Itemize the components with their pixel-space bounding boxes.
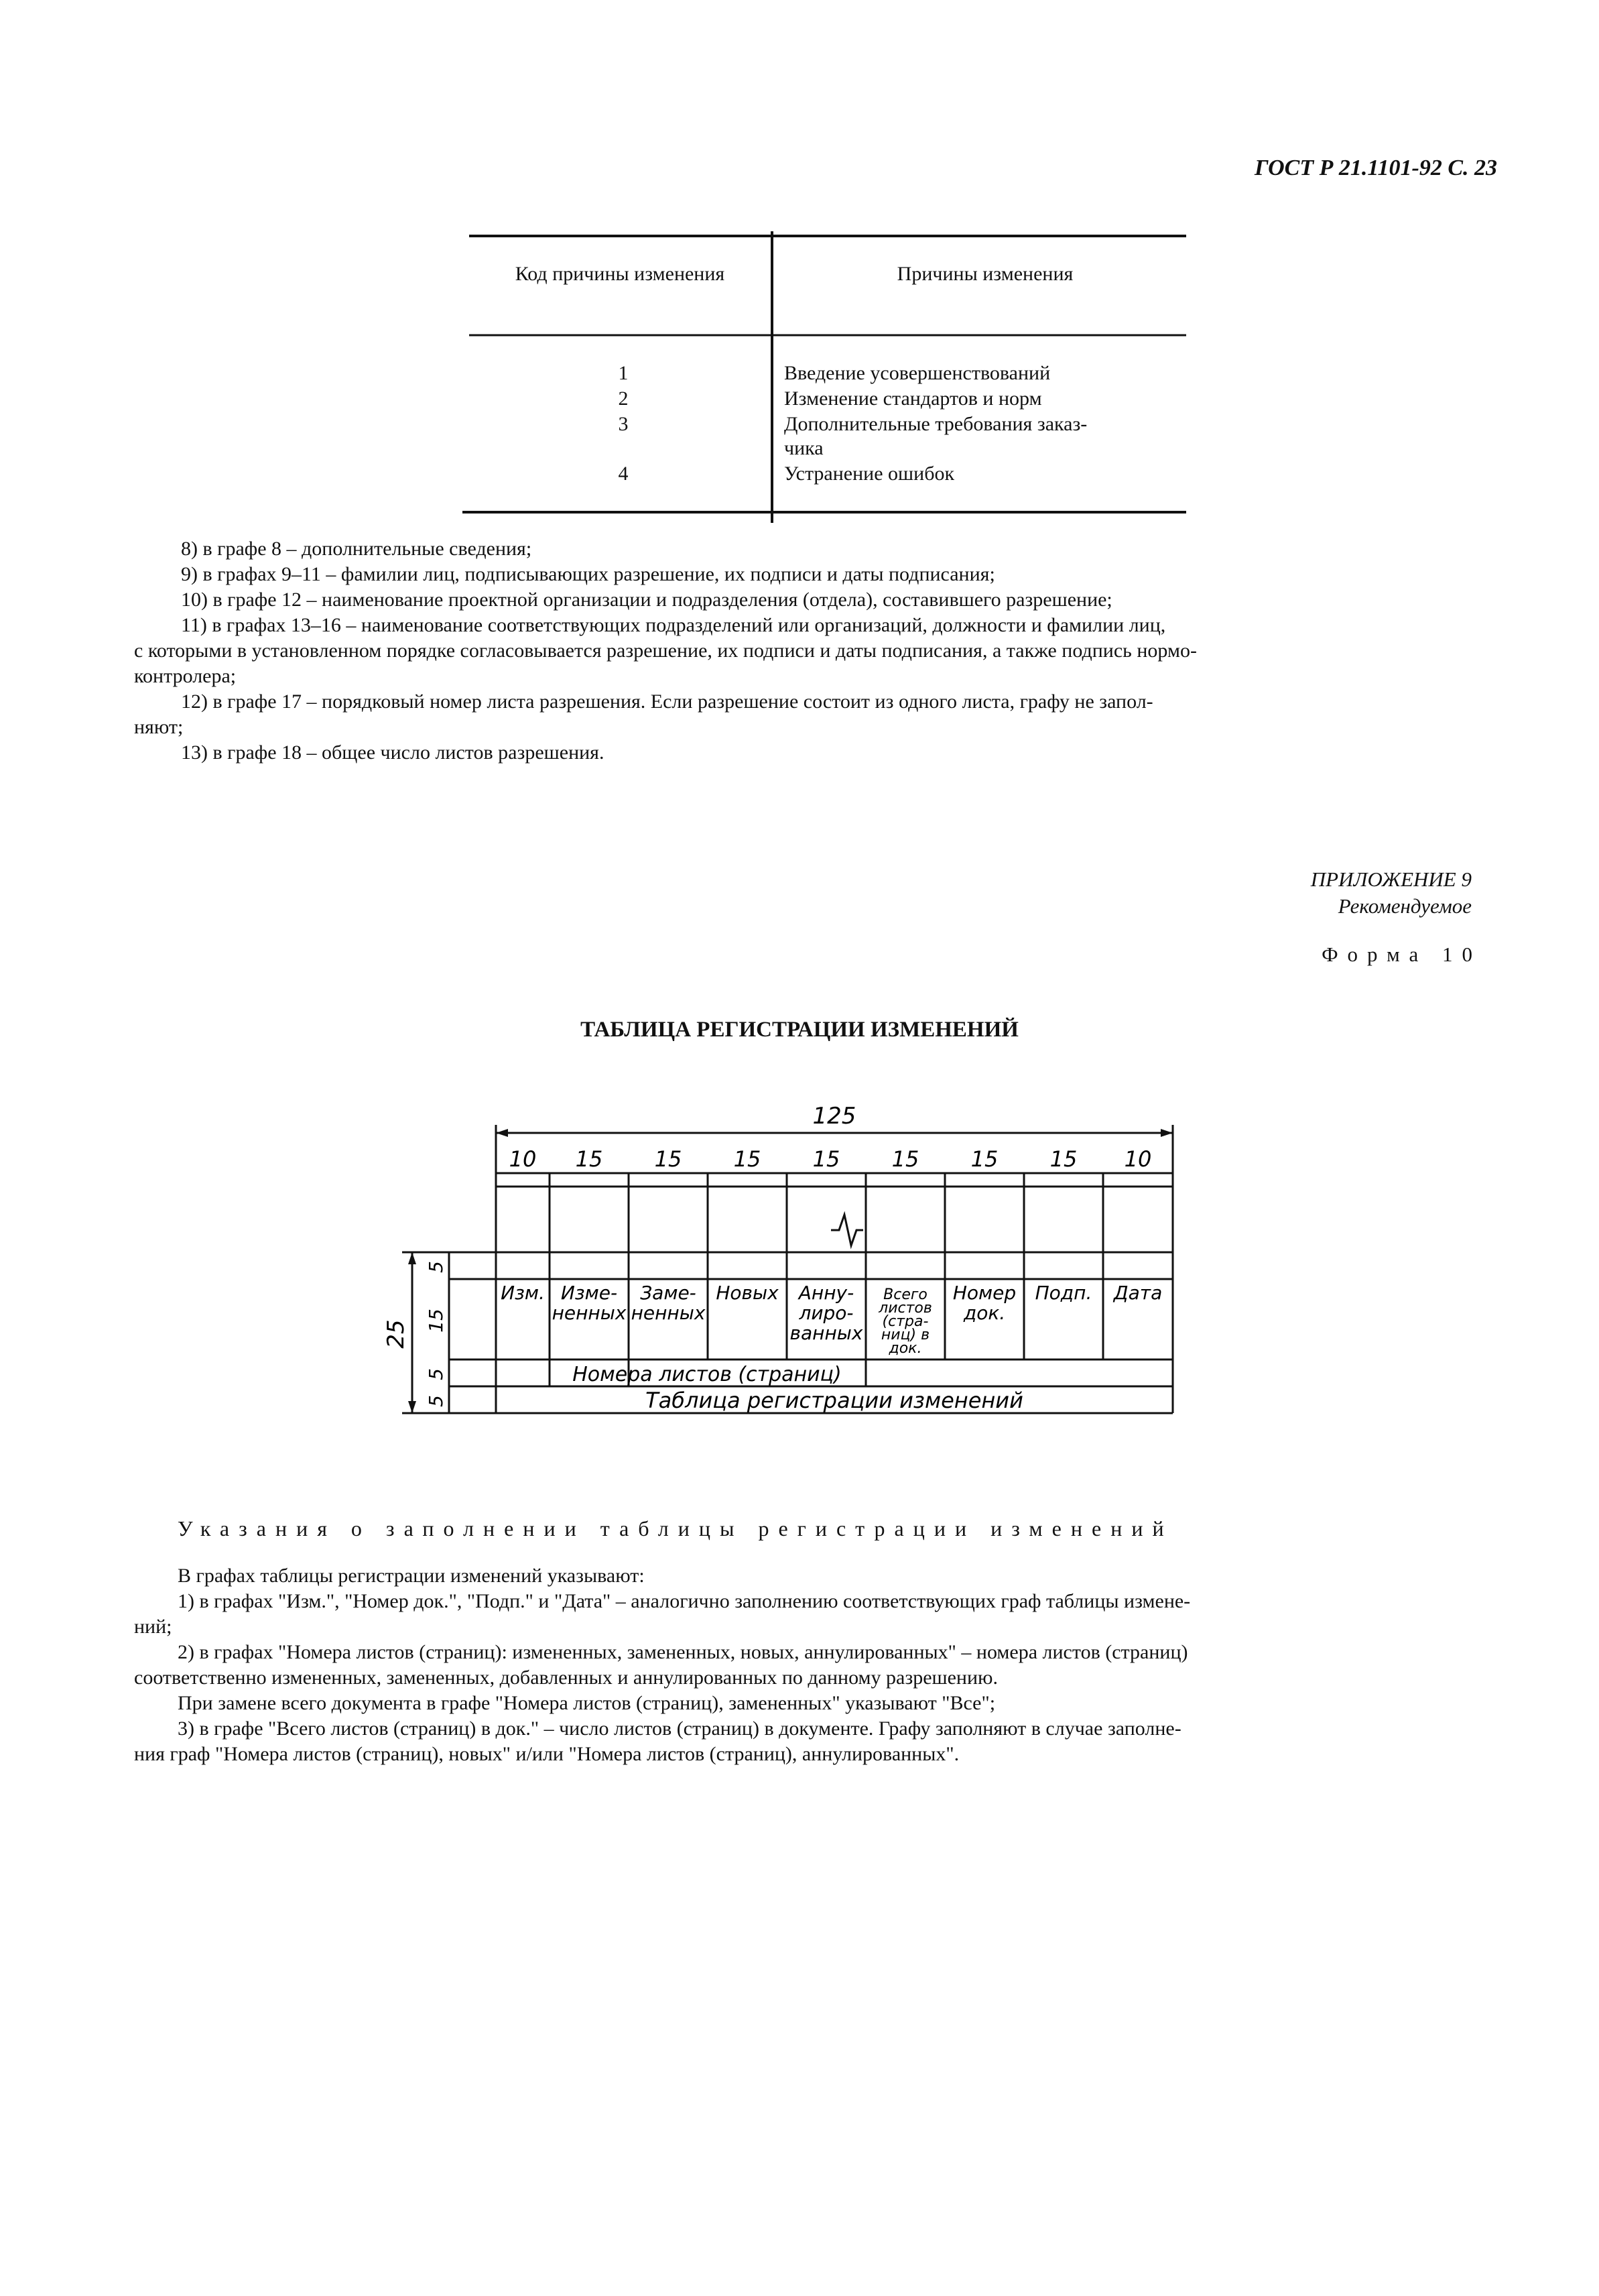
column-header-label: док. — [963, 1302, 1006, 1324]
item-12-line1: 12) в графе 17 – порядковый номер листа разрешения. Если разрешение состоит из одного листа, графу не запол- — [181, 690, 1153, 713]
column-width-label: 15 — [654, 1146, 682, 1172]
reason-2: Изменение стандартов и норм — [784, 387, 1042, 410]
page-header: ГОСТ Р 21.1101-92 С. 23 — [1255, 156, 1497, 180]
instr-line-2: 1) в графах "Изм.", "Номер док.", "Подп." и "Дата" – аналогично заполнению соответствующих граф таблицы измене- — [178, 1590, 1191, 1612]
item-11-line1: 11) в графах 13–16 – наименование соответствующих подразделений или организаций, должности и фамилии лиц, — [181, 614, 1166, 636]
column-header-label: (стра- — [882, 1313, 929, 1330]
column-header-label: Изм. — [501, 1282, 545, 1304]
column-header-label: ванных — [789, 1322, 863, 1344]
column-header-label: Новых — [716, 1282, 779, 1304]
column-header-labels — [501, 1282, 1162, 1357]
registration-table-drawing — [383, 1099, 1193, 1475]
column-width-label: 10 — [509, 1146, 537, 1172]
column-width-label: 15 — [733, 1146, 761, 1172]
bottom-label: Таблица регистрации изменений — [645, 1388, 1023, 1413]
item-10: 10) в графе 12 – наименование проектной организации и подразделения (отдела), составившего разрешение; — [181, 589, 1112, 611]
reason-1: Введение усовершенствований — [784, 362, 1051, 384]
column-header-label: Заме- — [640, 1282, 696, 1304]
row-height-labels — [425, 1261, 447, 1407]
reason-3-line1: Дополнительные требования заказ- — [784, 413, 1088, 435]
item-9: 9) в графах 9–11 – фамилии лиц, подписывающих разрешение, их подписи и даты подписания; — [181, 563, 995, 585]
column-width-label: 15 — [891, 1146, 919, 1172]
column-header-label: Подп. — [1035, 1282, 1092, 1304]
instr-line-1: В графах таблицы регистрации изменений указывают: — [178, 1565, 645, 1587]
section-title: ТАБЛИЦА РЕГИСТРАЦИИ ИЗМЕНЕНИЙ — [580, 1018, 1019, 1042]
form-number: Форма 10 — [1322, 943, 1482, 966]
item-11-line3: контролера; — [134, 665, 237, 687]
column-width-label: 10 — [1124, 1146, 1152, 1172]
item-13: 13) в графе 18 – общее число листов разрешения. — [181, 741, 604, 764]
code-1: 1 — [618, 362, 629, 384]
instr-line-6: При замене всего документа в графе "Номера листов (страниц), замененных" указывают "Все"; — [178, 1692, 996, 1714]
appendix-title: ПРИЛОЖЕНИЕ 9 — [1310, 867, 1472, 891]
reason-4: Устранение ошибок — [784, 463, 955, 485]
code-2: 2 — [618, 387, 629, 410]
column-header-label: Анну- — [798, 1282, 854, 1304]
row-height-label: 5 — [425, 1261, 447, 1273]
instr-line-8: ния граф "Номера листов (страниц), новых" и/или "Номера листов (страниц), аннулированных". — [134, 1743, 960, 1765]
instr-line-7: 3) в графе "Всего листов (страниц) в док." – число листов (страниц) в документе. Графу заполняют в случае заполне- — [178, 1717, 1181, 1740]
column-width-labels — [509, 1146, 1152, 1172]
column-header-label: ненных — [552, 1302, 627, 1324]
column-width-label: 15 — [970, 1146, 999, 1172]
column-header-label: Дата — [1113, 1282, 1163, 1304]
instr-line-3: ний; — [134, 1616, 172, 1638]
code-3: 3 — [618, 413, 629, 435]
column-width-label: 15 — [812, 1146, 840, 1172]
row-height-label: 5 — [425, 1368, 447, 1380]
code-4: 4 — [618, 463, 629, 485]
column-header-label: док. — [889, 1340, 922, 1357]
column-header-label: лиро- — [799, 1302, 854, 1324]
item-8: 8) в графе 8 – дополнительные сведения; — [181, 538, 532, 560]
appendix-subtitle: Рекомендуемое — [1338, 894, 1472, 918]
break-symbol — [831, 1215, 863, 1246]
dim-total-height: 25 — [383, 1319, 409, 1349]
column-header-label: ненных — [631, 1302, 706, 1324]
instr-line-4: 2) в графах "Номера листов (страниц): измененных, замененных, новых, аннулированных" – номера листов (страниц) — [178, 1641, 1188, 1663]
codes-col2-header: Причины изменения — [897, 263, 1074, 285]
instructions-heading: Указания о заполнении таблицы регистрации изменений — [178, 1516, 1173, 1540]
item-12-line2: няют; — [134, 716, 184, 738]
column-header-label: ниц) в — [881, 1327, 930, 1343]
dim-total-width: 125 — [812, 1103, 856, 1130]
instr-line-5: соответственно измененных, замененных, добавленных и аннулированных по данному разрешению. — [134, 1667, 998, 1689]
column-header-label: Всего — [883, 1286, 928, 1303]
group-label: Номера листов (страниц) — [572, 1363, 842, 1386]
column-header-label: листов — [879, 1300, 932, 1317]
column-header-label: Изме- — [560, 1282, 618, 1304]
column-header-label: Номер — [952, 1282, 1017, 1304]
codes-col1-header: Код причины изменения — [515, 263, 725, 285]
row-height-label: 5 — [425, 1395, 447, 1407]
column-width-label: 15 — [1049, 1146, 1078, 1172]
reason-3-line2: чика — [784, 437, 824, 459]
row-height-label: 15 — [425, 1309, 447, 1333]
column-width-label: 15 — [575, 1146, 603, 1172]
item-11-line2: с которыми в установленном порядке согласовывается разрешение, их подписи и даты подписания, а также подпись нормо- — [134, 640, 1197, 662]
